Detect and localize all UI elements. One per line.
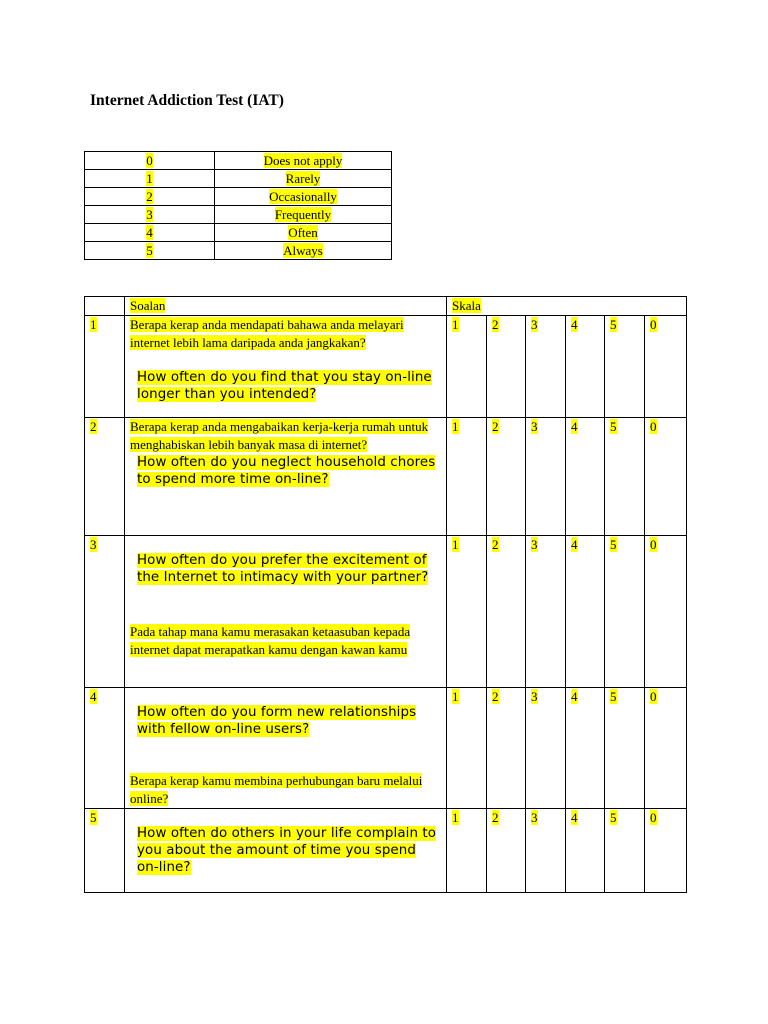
answer-option[interactable]: 0 xyxy=(650,537,657,552)
answer-option[interactable]: 2 xyxy=(492,810,499,825)
answer-option[interactable]: 0 xyxy=(650,689,657,704)
document-title: Internet Addiction Test (IAT) xyxy=(90,92,284,109)
header-row xyxy=(85,297,687,316)
scale-value: 5 xyxy=(146,243,153,258)
answer-option[interactable]: 3 xyxy=(531,419,538,434)
question-text-english: How often do you form new relationships with fellow on-line users? xyxy=(137,705,417,737)
scale-label: Always xyxy=(283,243,323,258)
question-text-english: How often do you prefer the excitement of the Internet to intimacy with your partner? xyxy=(137,553,429,585)
question-number: 5 xyxy=(90,810,97,825)
answer-option[interactable]: 5 xyxy=(610,689,617,704)
question-text-english: How often do you neglect household chores to spend more time on-line? xyxy=(137,455,436,487)
answer-option[interactable]: 2 xyxy=(492,689,499,704)
scale-value: 4 xyxy=(146,225,153,240)
answer-option[interactable]: 0 xyxy=(650,810,657,825)
scale-header: Skala xyxy=(452,298,481,313)
scale-label: Occasionally xyxy=(269,189,337,204)
answer-option[interactable]: 4 xyxy=(571,419,578,434)
answer-option[interactable]: 2 xyxy=(492,317,499,332)
question-text-malay: Pada tahap mana kamu merasakan ketaasuban kepada internet dapat merapatkan kamu dengan kawan kamu xyxy=(130,624,411,657)
answer-option[interactable]: 4 xyxy=(571,537,578,552)
answer-option[interactable]: 3 xyxy=(531,537,538,552)
answer-option[interactable]: 5 xyxy=(610,419,617,434)
scale-row xyxy=(85,152,392,170)
question-row xyxy=(85,809,687,893)
question-row xyxy=(85,536,687,688)
scale-value: 2 xyxy=(146,189,153,204)
questionnaire-table xyxy=(84,296,687,893)
answer-option[interactable]: 0 xyxy=(650,419,657,434)
answer-option[interactable]: 4 xyxy=(571,689,578,704)
question-row xyxy=(85,316,687,418)
answer-option[interactable]: 2 xyxy=(492,419,499,434)
scale-label: Frequently xyxy=(274,207,332,222)
answer-option[interactable]: 1 xyxy=(452,810,459,825)
answer-option[interactable]: 4 xyxy=(571,810,578,825)
question-text-english: How often do you find that you stay on-line longer than you intended? xyxy=(137,370,432,402)
answer-option[interactable]: 4 xyxy=(571,317,578,332)
scale-label: Rarely xyxy=(285,171,321,186)
rating-scale-table xyxy=(84,151,392,260)
answer-option[interactable]: 1 xyxy=(452,419,459,434)
question-number: 2 xyxy=(90,419,97,434)
answer-option[interactable]: 0 xyxy=(650,317,657,332)
answer-option[interactable]: 5 xyxy=(610,317,617,332)
answer-option[interactable]: 1 xyxy=(452,537,459,552)
answer-option[interactable]: 5 xyxy=(610,537,617,552)
scale-row xyxy=(85,170,392,188)
question-text-malay: Berapa kerap kamu membina perhubungan baru melalui online? xyxy=(130,773,423,806)
scale-value: 3 xyxy=(146,207,153,222)
answer-option[interactable]: 5 xyxy=(610,810,617,825)
scale-value: 1 xyxy=(146,171,153,186)
scale-row xyxy=(85,206,392,224)
question-text-malay: Berapa kerap anda mendapati bahawa anda melayari internet lebih lama daripada anda jangkakan? xyxy=(130,317,404,350)
answer-option[interactable]: 1 xyxy=(452,317,459,332)
answer-option[interactable]: 3 xyxy=(531,689,538,704)
question-row xyxy=(85,688,687,809)
answer-option[interactable]: 1 xyxy=(452,689,459,704)
question-text-english: How often do others in your life complain to you about the amount of time you spend on-line? xyxy=(137,826,437,875)
scale-row xyxy=(85,188,392,206)
scale-row xyxy=(85,224,392,242)
scale-label: Often xyxy=(288,225,318,240)
answer-option[interactable]: 3 xyxy=(531,810,538,825)
question-header: Soalan xyxy=(130,298,166,313)
answer-option[interactable]: 3 xyxy=(531,317,538,332)
question-row xyxy=(85,418,687,536)
scale-row xyxy=(85,242,392,260)
question-number: 4 xyxy=(90,689,97,704)
question-number: 3 xyxy=(90,537,97,552)
scale-value: 0 xyxy=(146,153,153,168)
question-number: 1 xyxy=(90,317,97,332)
question-text-malay: Berapa kerap anda mengabaikan kerja-kerja rumah untuk menghabiskan lebih banyak masa di internet? xyxy=(130,419,429,452)
answer-option[interactable]: 2 xyxy=(492,537,499,552)
scale-label: Does not apply xyxy=(263,153,343,168)
